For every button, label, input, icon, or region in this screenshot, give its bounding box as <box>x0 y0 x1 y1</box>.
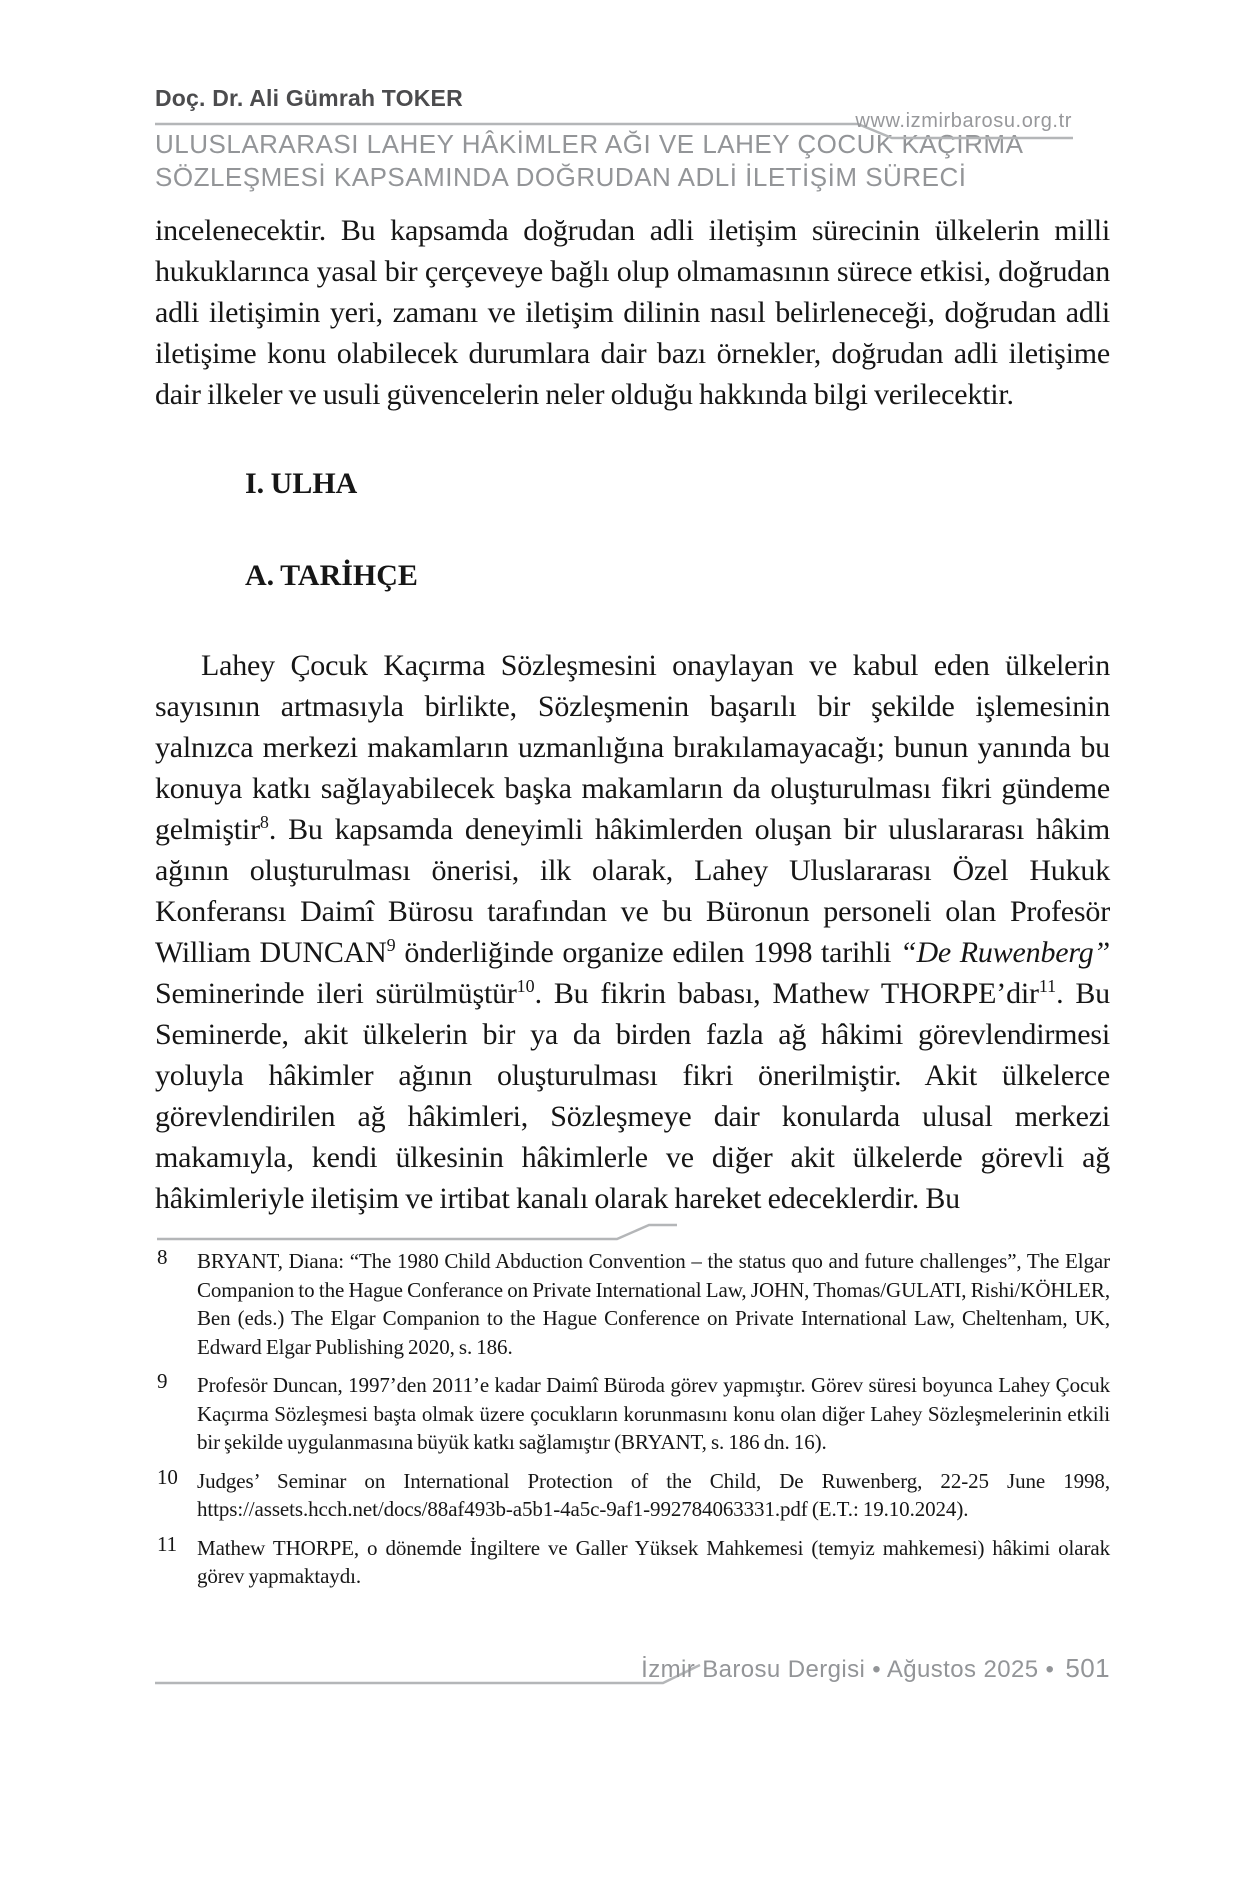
footnote-text: Judges’ Seminar on International Protection of the Child, De Ruwenberg, 22-25 June 1998, https://assets.hcch.net/docs/88af493b-a5b1-4a5c-9af1-992784063331.pdf (E.T.: 19.10.2024). <box>197 1468 1110 1521</box>
footnote-item <box>155 1464 1110 1524</box>
article-title-line: SÖZLEŞMESİ KAPSAMINDA DOĞRUDAN ADLİ İLETİŞİM SÜRECİ <box>155 162 967 192</box>
paragraph: Lahey Çocuk Kaçırma Sözleşmesini onaylayan ve kabul eden ülkelerin sayısının artmasıyla birlikte, Sözleşmenin başarılı bir şekilde işlemesinin yalnızca merkezi makamların uzmanlığına bırakılamayacağı; bunun yanında bu konuya katkı sağlayabilecek başka makamların da oluşturulması fikri gündeme gelmiştir$^8$. Bu kapsamda deneyimli hâkimlerden oluşan bir uluslararası hâkim ağının oluşturulması önerisi, ilk olarak, Lahey Uluslararası Özel Hukuk Konferansı Daimî Bürosu tarafından ve bu Büronun personeli olan Profesör William DUNCAN$^9$ önderliğinde organize edilen 1998 tarihli “De Ruwenberg” Seminerinde ileri sürülmüştür$^{10}$. Bu fikrin babası, Mathew THORPE’dir$^{11}$. Bu Seminerde, akit ülkelerin bir ya da birden fazla ağ hâkimi görevlendirmesi yoluyla hâkimler ağının oluşturulması fikri önerilmiştir. Akit ülkelerce görevlendirilen ağ hâkimleri, Sözleşmeye dair konularda ulusal merkezi makamıyla, kendi ülkesinin hâkimlerle ve diğer akit ülkelerde görevli ağ hâkimleriyle iletişim ve irtibat kanalı olarak hareket edeceklerdir. Bu <box>155 649 1111 1215</box>
website-url: www.izmirbarosu.org.tr <box>855 110 1072 132</box>
section-heading-2: A. TARİHÇE <box>245 559 418 592</box>
footnote-ref: 9 <box>386 935 396 955</box>
footnote-number: 11 <box>157 1531 178 1556</box>
footnote-text: Mathew THORPE, o dönemde İngiltere ve Galler Yüksek Mahkemesi (temyiz mahkemesi) hâkimi olarak görev yapmaktaydı. <box>197 1535 1110 1588</box>
article-body <box>155 210 1110 1591</box>
footnote-number: 9 <box>157 1369 168 1393</box>
footnote-text: Profesör Duncan, 1997’den 2011’e kadar Daimî Büroda görev yapmıştır. Görev süresi boyunca Lahey Çocuk Kaçırma Sözleşmesi başta olmak üzere çocukların korunmasını konu olan diğer Lahey Sözleşmelerinin etkili bir şekilde uygulanmasına büyük katkı sağlamıştır (BRYANT, s. 186 dn. 16). <box>197 1373 1110 1454</box>
footnote-text: BRYANT, Diana: “The 1980 Child Abduction Convention – the status quo and future challenges”, The Elgar Companion to the Hague Conferance on Private International Law, JOHN, Thomas/GULATI, Rishi/KÖHLER, Ben (eds.) The Elgar Companion to the Hague Conference on Private International Law, Cheltenham, UK, Edward Elgar Publishing 2020, s. 186. <box>197 1249 1110 1359</box>
journal-name: İzmir Barosu Dergisi <box>641 1656 866 1683</box>
footnote-item <box>155 1531 1110 1591</box>
footnotes-section <box>155 1223 1110 1591</box>
footnote-number: 10 <box>157 1464 178 1489</box>
author-name: Doç. Dr. Ali Gümrah TOKER <box>155 85 463 111</box>
footnote-item <box>155 1371 1110 1457</box>
footer-bullet: • <box>1045 1656 1055 1683</box>
footnote-number: 8 <box>157 1245 168 1269</box>
page-number: 501 <box>1065 1653 1110 1683</box>
page-footer <box>155 1645 1110 1695</box>
issue-date: Ağustos 2025 <box>886 1656 1039 1683</box>
footnote-item <box>155 1247 1110 1361</box>
footnote-ref: 8 <box>259 812 269 832</box>
footnotes-list <box>155 1247 1110 1591</box>
section-heading-1: I. ULHA <box>245 467 358 500</box>
article-title-line: ULUSLARARASI LAHEY HÂKİMLER AĞI VE LAHEY ÇOCUK KAÇIRMA <box>155 129 1024 159</box>
footnote-ref: 10 <box>516 976 535 996</box>
footnote-ref: 11 <box>1038 976 1057 996</box>
footnotes-separator <box>155 1223 1110 1241</box>
paragraph: incelenecektir. Bu kapsamda doğrudan adli iletişim sürecinin ülkelerin milli hukuklarınca yasal bir çerçeveye bağlı olup olmamasının sürece etkisi, doğrudan adli iletişimin yeri, zamanı ve iletişim dilinin nasıl belirleneceği, doğrudan adli iletişime konu olabilecek durumlara dair bazı örnekler, doğrudan adli iletişime dair ilkeler ve usuli güvencelerin neler olduğu hakkında bilgi verilecektir. <box>155 214 1110 411</box>
page-header <box>155 85 1110 194</box>
footer-bullet: • <box>872 1656 882 1683</box>
footer-text <box>641 1653 1110 1684</box>
emphasis-text: “De Ruwenberg” <box>899 936 1111 969</box>
